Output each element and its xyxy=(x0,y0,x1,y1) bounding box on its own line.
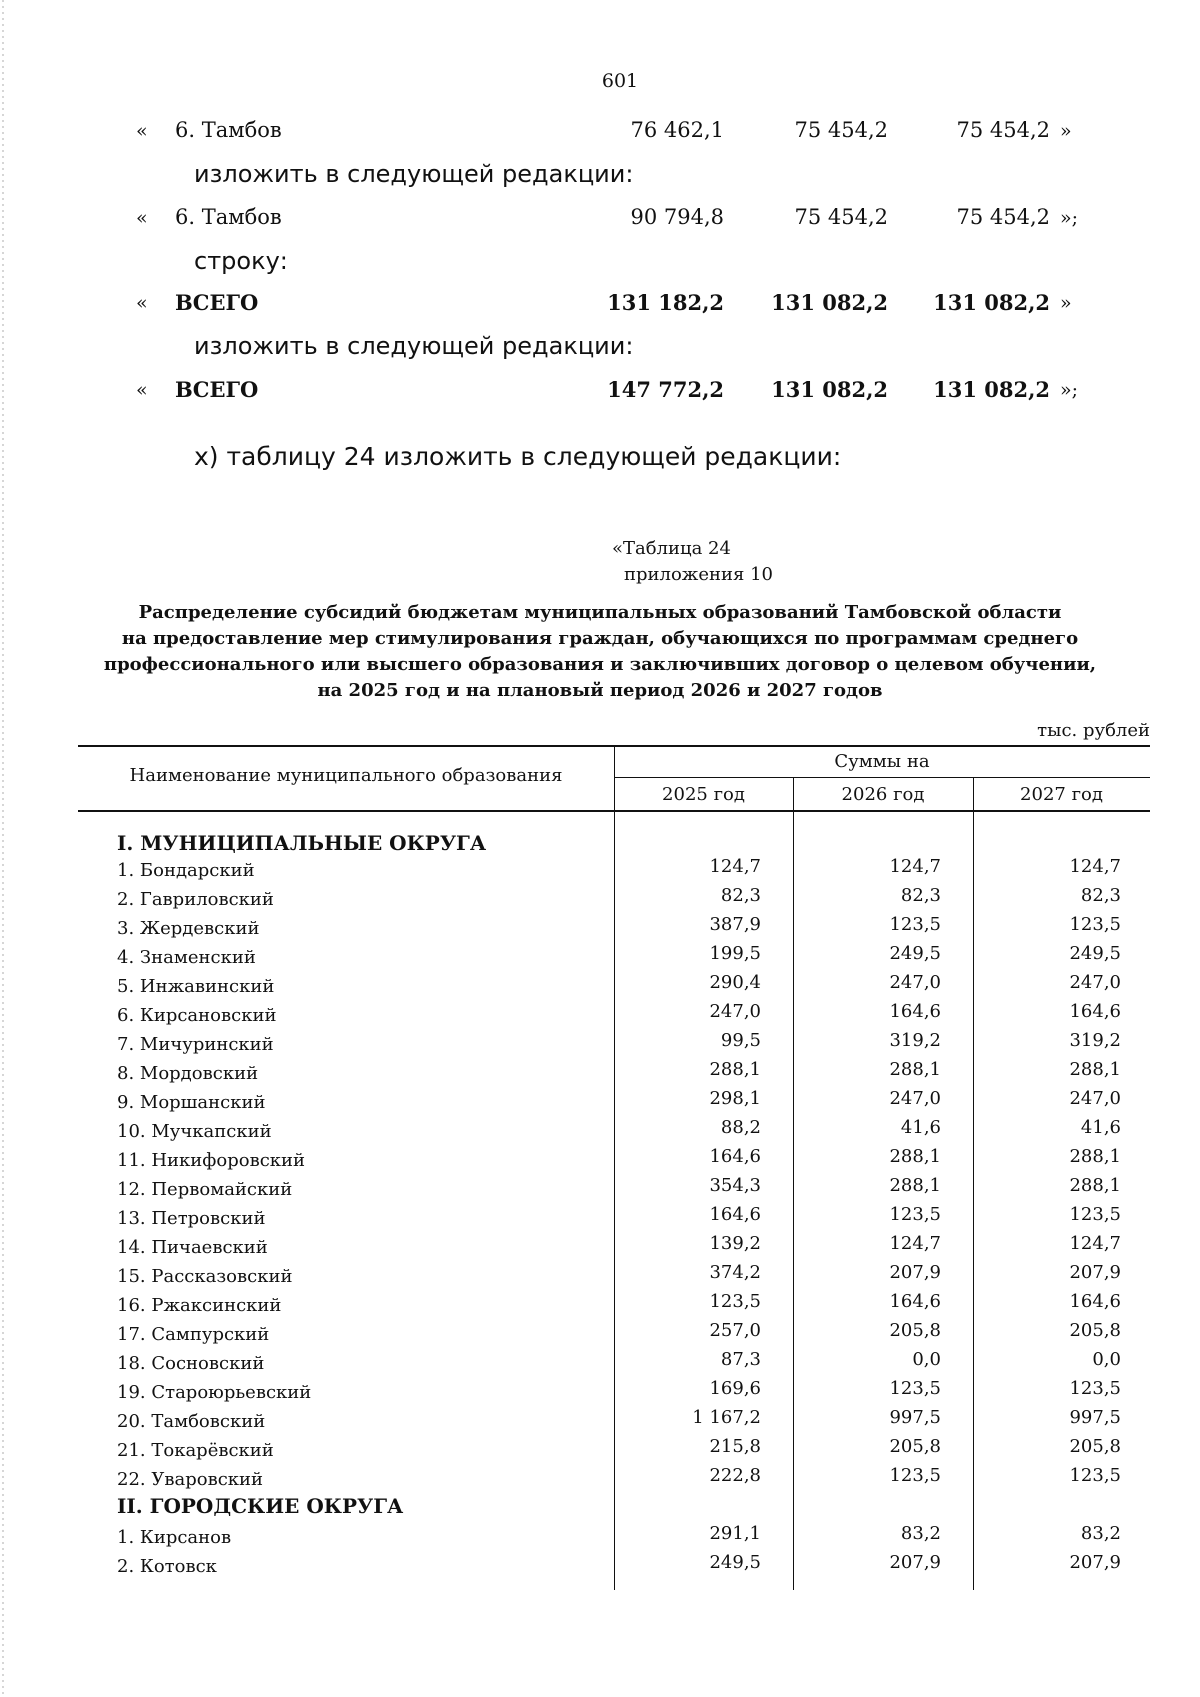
value-2027: 75 454,2 xyxy=(956,205,1050,229)
table-row: 1. Бондарский 124,7 124,7 124,7 xyxy=(117,856,1121,881)
header-year-2026: 2026 год xyxy=(841,784,925,805)
table-row: 15. Рассказовский 374,2 207,9 207,9 xyxy=(117,1262,1121,1287)
table-row: 2. Котовск 249,5 207,9 207,9 xyxy=(117,1552,1121,1577)
table-row: 1. Кирсанов 291,1 83,2 83,2 xyxy=(117,1523,1121,1548)
table-row: 5. Инжавинский 290,4 247,0 247,0 xyxy=(117,972,1121,997)
instruction-text: изложить в следующей редакции: xyxy=(194,332,634,360)
value-2025: 131 182,2 xyxy=(607,290,724,315)
table-row: 18. Сосновский 87,3 0,0 0,0 xyxy=(117,1349,1121,1374)
value-2027: 131 082,2 xyxy=(933,377,1050,402)
value-2026: 131 082,2 xyxy=(771,290,888,315)
table-row: 11. Никифоровский 164,6 288,1 288,1 xyxy=(117,1146,1121,1171)
value-2026: 75 454,2 xyxy=(794,205,888,229)
row-name: 6. Тамбов xyxy=(175,205,282,229)
units-label: тыс. рублей xyxy=(1037,720,1150,741)
header-mid-rule xyxy=(614,777,1150,778)
subsidy-table xyxy=(78,745,1150,1590)
table-row: 13. Петровский 164,6 123,5 123,5 xyxy=(117,1204,1121,1229)
row-name: ВСЕГО xyxy=(175,377,259,402)
value-2026: 131 082,2 xyxy=(771,377,888,402)
amendment-old-row-total: « ВСЕГО 131 182,2 131 082,2 131 082,2 » xyxy=(136,290,1072,315)
instruction-text: изложить в следующей редакции: xyxy=(194,160,634,188)
amendment-old-row-tambov: « 6. Тамбов 76 462,1 75 454,2 75 454,2 » xyxy=(136,118,1072,142)
table-row: 14. Пичаевский 139,2 124,7 124,7 xyxy=(117,1233,1121,1258)
table-row: 17. Сампурский 257,0 205,8 205,8 xyxy=(117,1320,1121,1345)
table-row: 22. Уваровский 222,8 123,5 123,5 xyxy=(117,1465,1121,1490)
header-group-sums: Суммы на xyxy=(834,751,930,772)
table-title: Распределение субсидий бюджетам муниципальных образований Тамбовской области на предоставление мер стимулирования граждан, обучающихся по программам среднего профессионального или высшего образования и заключивших договор о целевом обучении, на 2025 год и на плановый период 2026 и 2027 годов xyxy=(103,602,1097,701)
amendment-new-row-tambov: « 6. Тамбов 90 794,8 75 454,2 75 454,2 »; xyxy=(136,205,1079,229)
table-row: 19. Староюрьевский 169,6 123,5 123,5 xyxy=(117,1378,1121,1403)
table-caption-line1: «Таблица 24 xyxy=(612,538,731,559)
amendment-new-row-total: « ВСЕГО 147 772,2 131 082,2 131 082,2 »; xyxy=(136,377,1079,402)
table-row: 9. Моршанский 298,1 247,0 247,0 xyxy=(117,1088,1121,1113)
value-2025: 90 794,8 xyxy=(630,205,724,229)
value-2027: 131 082,2 xyxy=(933,290,1050,315)
table-row: 20. Тамбовский 1 167,2 997,5 997,5 xyxy=(117,1407,1121,1432)
table-row: 6. Кирсановский 247,0 164,6 164,6 xyxy=(117,1001,1121,1026)
row-name: ВСЕГО xyxy=(175,290,259,315)
header-name-column: Наименование муниципального образования xyxy=(129,765,563,786)
instruction-table-24: х) таблицу 24 изложить в следующей редакции: xyxy=(194,442,842,471)
table-row: 12. Первомайский 354,3 288,1 288,1 xyxy=(117,1175,1121,1200)
section-header-city-districts: II. ГОРОДСКИЕ ОКРУГА xyxy=(117,1494,404,1518)
table-row: 21. Токарёвский 215,8 205,8 205,8 xyxy=(117,1436,1121,1461)
value-2025: 76 462,1 xyxy=(630,118,724,142)
instruction-text: строку: xyxy=(194,247,288,275)
table-row: 8. Мордовский 288,1 288,1 288,1 xyxy=(117,1059,1121,1084)
header-year-2025: 2025 год xyxy=(662,784,745,805)
table-row: 16. Ржаксинский 123,5 164,6 164,6 xyxy=(117,1291,1121,1316)
page-number: 601 xyxy=(601,70,639,92)
value-2026: 75 454,2 xyxy=(794,118,888,142)
table-row: 4. Знаменский 199,5 249,5 249,5 xyxy=(117,943,1121,968)
table-row: 10. Мучкапский 88,2 41,6 41,6 xyxy=(117,1117,1121,1142)
row-name: 6. Тамбов xyxy=(175,118,282,142)
value-2027: 75 454,2 xyxy=(956,118,1050,142)
table-caption-line2: приложения 10 xyxy=(624,564,773,585)
scan-edge-artifact xyxy=(2,0,4,1697)
table-row: 3. Жердевский 387,9 123,5 123,5 xyxy=(117,914,1121,939)
header-year-2027: 2027 год xyxy=(1020,784,1103,805)
table-row: 2. Гавриловский 82,3 82,3 82,3 xyxy=(117,885,1121,910)
table-row: 7. Мичуринский 99,5 319,2 319,2 xyxy=(117,1030,1121,1055)
value-2025: 147 772,2 xyxy=(607,377,724,402)
section-header-municipal-districts: I. МУНИЦИПАЛЬНЫЕ ОКРУГА xyxy=(117,831,487,855)
